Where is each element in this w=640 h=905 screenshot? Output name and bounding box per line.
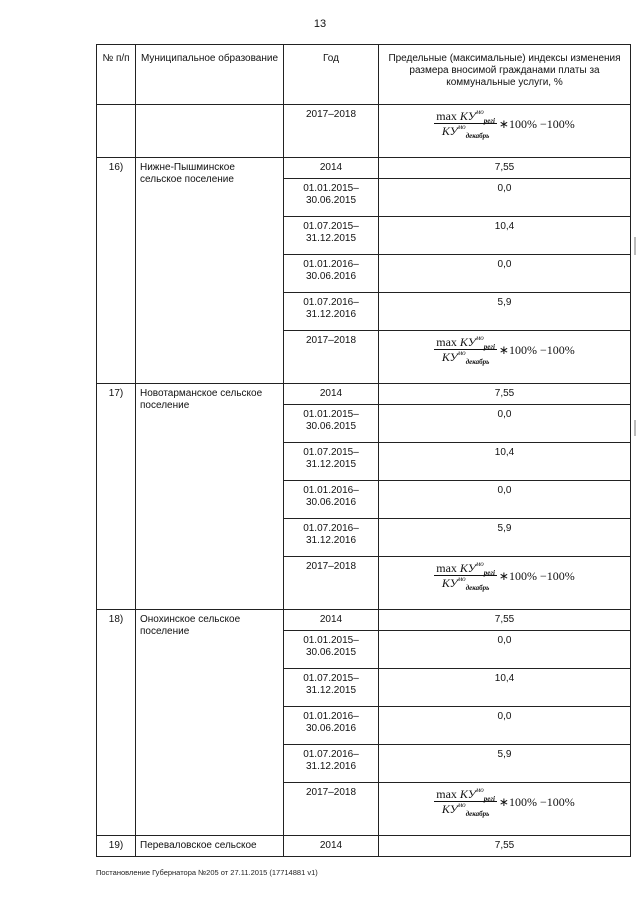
index-formula [434,108,575,140]
row-formula-cell [379,783,631,836]
row-num-cell: 19) [97,836,136,857]
formula-ku: КУ [441,124,458,138]
municipality-name-cell: Нижне-Пышминское сельское поселение [136,158,284,384]
formula-ku: КУ [441,802,458,816]
formula-tail: ∗100% −100% [498,116,575,131]
formula-sub-reg: регi [483,795,495,803]
formula-sup: мо [457,349,466,357]
formula-tail: ∗100% −100% [498,342,575,357]
row-year-cell: 01.07.2016– 31.12.2016 [284,745,379,783]
row-index-value-cell: 0,0 [379,255,631,293]
row-num-cell: 17) [97,384,136,610]
row-index-value-cell: 10,4 [379,669,631,707]
index-formula [434,786,575,818]
row-formula-cell [379,331,631,384]
formula-denominator [440,123,492,140]
formula-sup: мо [475,786,484,794]
formula-sub-december: декабрь [465,584,490,592]
municipality-name-cell: Новотарманское сельское поселение [136,384,284,610]
row-index-value-cell: 5,9 [379,519,631,557]
table-body [97,105,631,857]
formula-sub-reg: регi [483,343,495,351]
formula-numerator [434,562,497,576]
formula-sup: мо [475,334,484,342]
formula-tail: ∗100% −100% [498,794,575,809]
row-year-cell: 01.01.2016– 30.06.2016 [284,707,379,745]
formula-numerator [434,788,497,802]
formula-denominator [440,575,492,592]
header-num: № п/п [97,45,136,105]
municipality-name-cell: Переваловское сельское [136,836,284,857]
formula-numerator [434,110,497,124]
row-index-value-cell: 0,0 [379,179,631,217]
formula-ku: КУ [459,335,476,349]
row-year-cell: 01.07.2016– 31.12.2016 [284,293,379,331]
scan-artifact [634,237,636,255]
formula-ku: КУ [459,561,476,575]
row-year-cell: 2017–2018 [284,105,379,158]
row-year-cell: 2014 [284,610,379,631]
formula-ku: КУ [459,109,476,123]
row-index-value-cell: 5,9 [379,293,631,331]
row-year-cell: 01.01.2016– 30.06.2016 [284,481,379,519]
row-year-cell: 01.01.2015– 30.06.2015 [284,179,379,217]
header-municipality: Муниципальное образование [136,45,284,105]
row-year-cell: 2017–2018 [284,331,379,384]
row-num-cell: 16) [97,158,136,384]
table-row [97,384,631,405]
formula-sup: мо [457,801,466,809]
formula-sub-december: декабрь [465,810,490,818]
formula-denominator [440,349,492,366]
formula-fraction [434,786,497,818]
row-index-value-cell: 10,4 [379,443,631,481]
table-row [97,836,631,857]
formula-sub-december: декабрь [465,358,490,366]
row-formula-cell [379,557,631,610]
row-index-value-cell: 7,55 [379,384,631,405]
formula-sup: мо [457,123,466,131]
table-row [97,610,631,631]
row-index-value-cell: 0,0 [379,405,631,443]
row-index-value-cell: 7,55 [379,836,631,857]
row-name-cell [136,105,284,158]
table-row [97,105,631,158]
header-index: Предельные (максимальные) индексы изменения размера вносимой гражданами платы за коммунальные услуги, % [379,45,631,105]
formula-ku: КУ [441,576,458,590]
formula-sub-december: декабрь [465,132,490,140]
row-formula-cell [379,105,631,158]
row-index-value-cell: 0,0 [379,707,631,745]
formula-max: max [436,787,457,801]
row-year-cell: 01.07.2015– 31.12.2015 [284,217,379,255]
formula-fraction [434,334,497,366]
formula-sup: мо [475,560,484,568]
row-year-cell: 2014 [284,384,379,405]
row-index-value-cell: 7,55 [379,610,631,631]
formula-ku: КУ [441,350,458,364]
formula-sup: мо [475,108,484,116]
row-year-cell: 01.07.2016– 31.12.2016 [284,519,379,557]
row-year-cell: 01.07.2015– 31.12.2015 [284,443,379,481]
row-index-value-cell: 0,0 [379,481,631,519]
document-footer: Постановление Губернатора №205 от 27.11.2015 (17714881 v1) [96,868,318,877]
row-year-cell: 2017–2018 [284,783,379,836]
row-year-cell: 01.01.2015– 30.06.2015 [284,631,379,669]
formula-ku: КУ [459,787,476,801]
formula-sup: мо [457,575,466,583]
page-number: 13 [313,18,327,30]
row-year-cell: 2014 [284,836,379,857]
row-year-cell: 01.07.2015– 31.12.2015 [284,669,379,707]
formula-max: max [436,109,457,123]
scan-artifact [634,420,636,436]
table-row [97,158,631,179]
row-year-cell: 01.01.2016– 30.06.2016 [284,255,379,293]
formula-fraction [434,108,497,140]
row-index-value-cell: 7,55 [379,158,631,179]
tariff-table [96,44,631,857]
row-year-cell: 2017–2018 [284,557,379,610]
row-index-value-cell: 5,9 [379,745,631,783]
formula-fraction [434,560,497,592]
formula-tail: ∗100% −100% [498,568,575,583]
row-num-cell [97,105,136,158]
index-formula [434,334,575,366]
municipality-name-cell: Онохинское сельское поселение [136,610,284,836]
formula-denominator [440,801,492,818]
row-index-value-cell: 10,4 [379,217,631,255]
table-header-row [97,45,631,105]
row-year-cell: 2014 [284,158,379,179]
formula-sub-reg: регi [483,569,495,577]
index-formula [434,560,575,592]
row-num-cell: 18) [97,610,136,836]
header-year: Год [284,45,379,105]
formula-sub-reg: регi [483,117,495,125]
row-index-value-cell: 0,0 [379,631,631,669]
row-year-cell: 01.01.2015– 30.06.2015 [284,405,379,443]
formula-max: max [436,335,457,349]
formula-numerator [434,336,497,350]
formula-max: max [436,561,457,575]
